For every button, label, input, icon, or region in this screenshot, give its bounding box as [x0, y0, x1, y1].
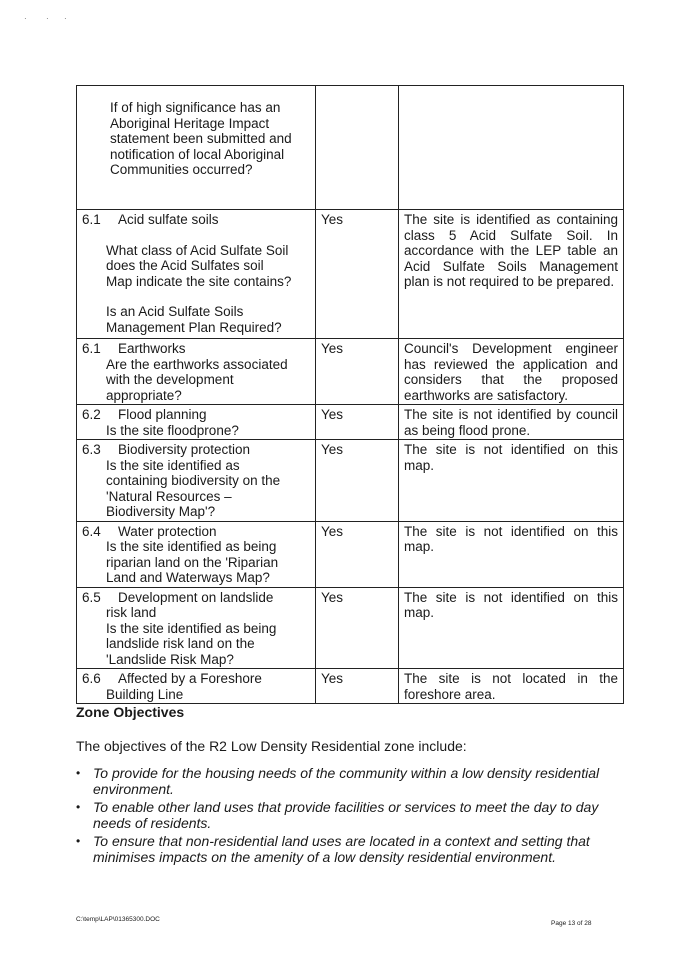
clause-number: 6.6	[82, 671, 101, 686]
answer-cell: Yes	[316, 339, 399, 405]
question-line: does the Acid Sulfates soil	[106, 258, 264, 273]
question-line: containing biodiversity on the	[106, 473, 281, 488]
requirement-cell	[77, 440, 316, 522]
list-item	[76, 800, 606, 831]
clause-title: Biodiversity protection	[118, 442, 251, 457]
bullet-icon: •	[76, 834, 81, 848]
answer-cell: Yes	[316, 521, 399, 587]
clause-number: 6.4	[82, 523, 101, 539]
question-line: If of high significance has an	[110, 100, 281, 115]
question-line: Biodiversity Map'?	[106, 504, 216, 519]
clause-title: Flood planning	[118, 407, 207, 422]
comment-cell: The site is not located in the foreshore area.	[399, 669, 624, 704]
requirement-cell	[77, 405, 316, 440]
requirement-cell	[77, 587, 316, 669]
scan-mark: ·	[64, 14, 67, 23]
question-line: Is the site identified as being	[106, 539, 277, 554]
requirement-cell	[77, 669, 316, 704]
scan-mark: ·	[46, 14, 49, 23]
answer-cell: Yes	[316, 440, 399, 522]
scan-mark: ·	[24, 14, 27, 23]
question-line: Is the site identified as being	[106, 620, 277, 636]
question-line: 'Landslide Risk Map?	[106, 651, 234, 667]
table-row	[77, 405, 624, 440]
clause-number: 6.2	[82, 407, 101, 422]
question-line: Communities occurred?	[110, 162, 253, 177]
clause-title: Acid sulfate soils	[118, 212, 219, 227]
list-item	[76, 834, 606, 865]
question-line: Land and Waterways Map?	[106, 570, 270, 585]
requirement-cell	[77, 86, 316, 210]
clause-title: Water protection	[118, 523, 217, 539]
clause-title: Development on landslide	[118, 589, 274, 605]
objective-text: To enable other land uses that provide facilities or services to meet the day to day needs of residents.	[93, 799, 599, 831]
bullet-icon: •	[76, 766, 81, 780]
table-row	[77, 587, 624, 669]
question-line: appropriate?	[106, 387, 182, 403]
answer-cell: Yes	[316, 210, 399, 339]
question-line: Management Plan Required?	[106, 319, 282, 335]
table-row	[77, 669, 624, 704]
answer-cell: Yes	[316, 669, 399, 704]
question-line: riparian land on the 'Riparian	[106, 554, 279, 570]
question-line: statement been submitted and	[110, 131, 292, 146]
question-line: with the development	[106, 372, 234, 387]
question-line: What class of Acid Sulfate Soil	[106, 242, 289, 258]
list-item	[76, 766, 606, 797]
comment-cell	[399, 86, 624, 210]
footer-page-number: Page 13 of 28	[551, 920, 592, 927]
clause-number: 6.1	[82, 341, 101, 356]
table-row	[77, 339, 624, 405]
question-line: Aboriginal Heritage Impact	[110, 115, 270, 131]
question-line: Map indicate the site contains?	[106, 273, 292, 289]
table-row	[77, 210, 624, 339]
bullet-icon: •	[76, 800, 81, 814]
question-line: notification of local Aboriginal	[110, 146, 285, 162]
assessment-table	[76, 85, 624, 704]
comment-cell: The site is identified as containing class 5 Acid Sulfate Soil. In accordance with the LEP table an Acid Sulfate Soils Management plan is not required to be prepared.	[399, 210, 624, 339]
objective-text: To ensure that non-residential land uses are located in a context and setting that minimises impacts on the amenity of a low density residential environment.	[93, 833, 590, 865]
question-line: Is the site identified as	[106, 457, 240, 473]
requirement-cell	[77, 521, 316, 587]
answer-cell: Yes	[316, 587, 399, 669]
comment-cell: Council's Development engineer has reviewed the application and considers that the proposed earthworks are satisfactory.	[399, 339, 624, 405]
clause-number: 6.3	[82, 442, 101, 457]
section-intro: The objectives of the R2 Low Density Residential zone include:	[76, 738, 467, 754]
requirement-cell	[77, 210, 316, 339]
clause-title: Affected by a Foreshore	[118, 671, 262, 686]
requirement-cell	[77, 339, 316, 405]
answer-cell: Yes	[316, 405, 399, 440]
question-line: Are the earthworks associated	[106, 356, 288, 372]
objectives-list	[76, 766, 606, 868]
table-row	[77, 521, 624, 587]
clause-number: 6.5	[82, 589, 101, 605]
comment-cell: The site is not identified by council as being flood prone.	[399, 405, 624, 440]
clause-number: 6.1	[82, 212, 101, 227]
comment-cell: The site is not identified on this map.	[399, 521, 624, 587]
question-line: Is an Acid Sulfate Soils	[106, 304, 244, 319]
table-row	[77, 440, 624, 522]
answer-cell	[316, 86, 399, 210]
objective-text: To provide for the housing needs of the community within a low density residential environment.	[93, 765, 600, 797]
question-line: Is the site floodprone?	[106, 422, 239, 438]
clause-title-continued: Building Line	[106, 686, 184, 702]
question-line: landslide risk land on the	[106, 636, 255, 651]
table-row	[77, 86, 624, 210]
footer-file-path: C:\temp\LAP\01365300.DOC	[76, 916, 160, 923]
clause-title: Earthworks	[118, 341, 186, 356]
section-heading: Zone Objectives	[76, 704, 185, 720]
comment-cell: The site is not identified on this map.	[399, 587, 624, 669]
question-line: 'Natural Resources –	[106, 488, 232, 504]
clause-title-continued: risk land	[106, 605, 157, 620]
comment-cell: The site is not identified on this map.	[399, 440, 624, 522]
